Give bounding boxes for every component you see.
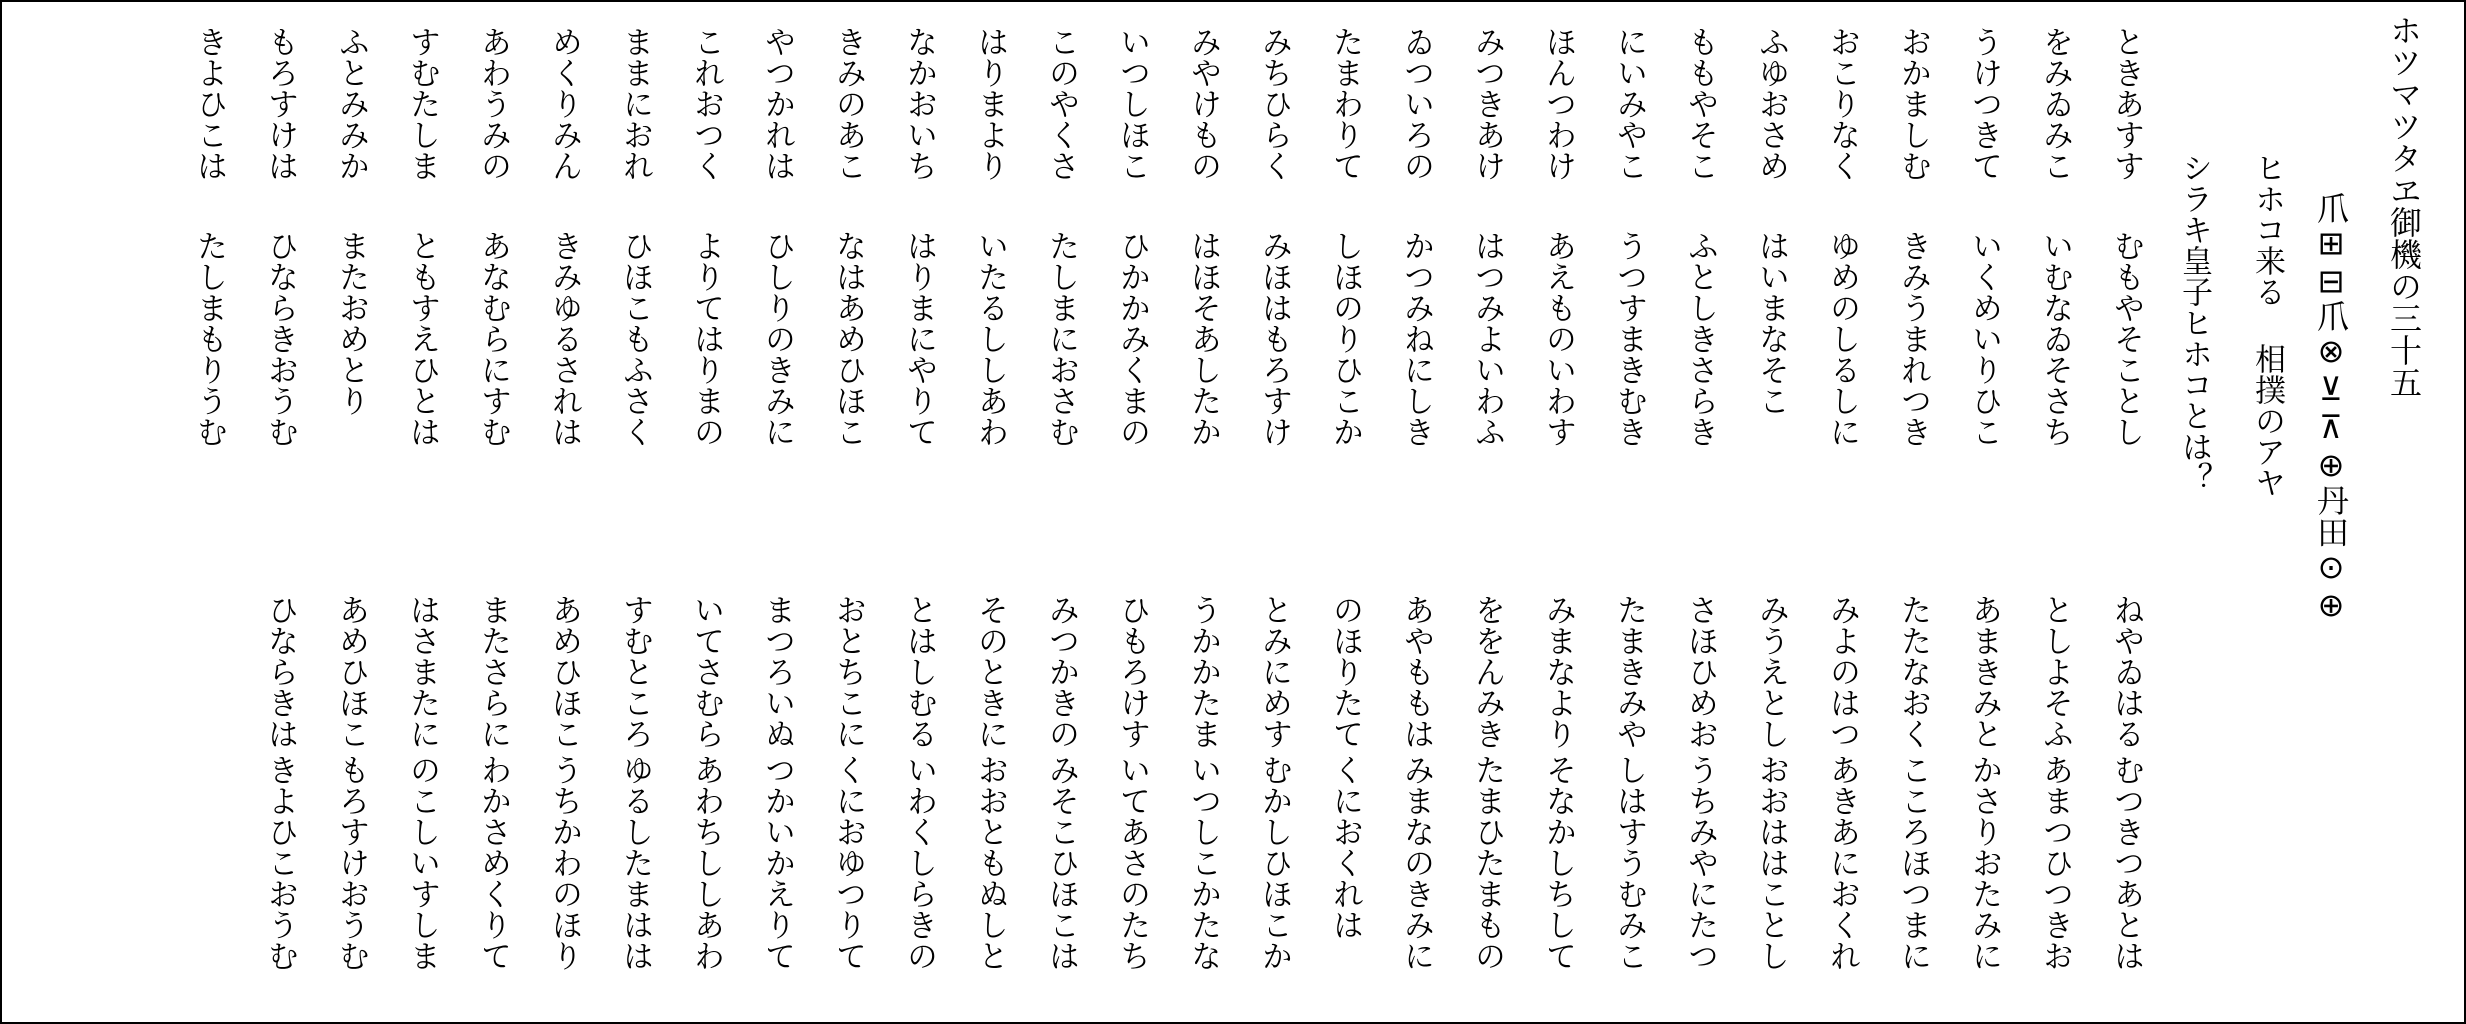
poem-phrase: いてさむら <box>688 594 724 749</box>
poem-phrase: たしまもりうむ <box>191 230 227 447</box>
poem-phrase: のこしいすしま <box>404 754 440 971</box>
poem-phrase: ままにおれ <box>617 26 653 181</box>
poem-phrase: たしまにおさむ <box>1043 230 1079 447</box>
poem-phrase: はりまより <box>972 26 1008 181</box>
poem-line <box>1968 14 2008 1014</box>
poem-phrase: あめひほこ <box>333 594 369 749</box>
poem-phrase: としよそふ <box>2037 594 2073 749</box>
poem-phrase: いわくしらきの <box>901 754 937 971</box>
poem-phrase: きみのあこ <box>830 26 866 181</box>
poem-line <box>193 14 233 1014</box>
poem-phrase: ふゆおさめ <box>1753 26 1789 181</box>
poem-line <box>832 14 872 1014</box>
poem-phrase: そなかしちして <box>1540 754 1576 971</box>
poem-phrase: さほひめお <box>1682 594 1718 749</box>
poem-phrase: うちみやにたつ <box>1682 754 1718 971</box>
poem-phrase: これおつく <box>688 26 724 181</box>
poem-phrase: おこりなく <box>1824 26 1860 181</box>
poem-phrase: あえものいわす <box>1540 230 1576 447</box>
poem-phrase: はほそあしたか <box>1185 230 1221 447</box>
poem-phrase: ををんみき <box>1469 594 1505 749</box>
poem-phrase: こころほつまに <box>1895 754 1931 971</box>
poem-phrase: みうえとし <box>1753 594 1789 749</box>
poem-phrase: みまなより <box>1540 594 1576 749</box>
poem-phrase: うかかたま <box>1185 594 1221 749</box>
poem-line <box>1258 14 1298 1014</box>
poem-phrase: ゐついろの <box>1398 26 1434 181</box>
poem-line <box>761 14 801 1014</box>
poem-line <box>1613 14 1653 1014</box>
poem-line <box>1684 14 1724 1014</box>
poem-phrase: あわうみの <box>475 26 511 181</box>
poem-phrase: たたなおく <box>1895 594 1931 749</box>
poem-phrase: みつかきの <box>1043 594 1079 749</box>
poem-line <box>1471 14 1511 1014</box>
poem-phrase: あまつひつきお <box>2037 754 2073 971</box>
poem-phrase: ひかかみくまの <box>1114 230 1150 447</box>
poem-phrase: みよのはつ <box>1824 594 1860 749</box>
poem-phrase: かつみねにしき <box>1398 230 1434 447</box>
poem-phrase: かさりおたみに <box>1966 754 2002 971</box>
poem-phrase: いむなゐそさち <box>2037 230 2073 447</box>
poem-phrase: なかおいち <box>901 26 937 181</box>
poem-phrase: いつしほこ <box>1114 26 1150 181</box>
poem-phrase: むかしひほこか <box>1256 754 1292 971</box>
poem-phrase: いてあさのたち <box>1114 754 1150 971</box>
poem-line <box>2110 14 2150 1014</box>
poem-phrase: むつきつあとは <box>2108 754 2144 971</box>
poem-phrase: あやももは <box>1398 594 1434 749</box>
poem-phrase: たまわりて <box>1327 26 1363 181</box>
poem-phrase: うちかわのほり <box>546 754 582 971</box>
poem-phrase: きよひこは <box>191 26 227 181</box>
poem-phrase: あなむらにすむ <box>475 230 511 447</box>
poem-phrase: はつみよいわふ <box>1469 230 1505 447</box>
poem-phrase: すむたしま <box>404 26 440 181</box>
poem-phrase: やつかれは <box>759 26 795 181</box>
poem-phrase: をみゐみこ <box>2037 26 2073 181</box>
poem-line <box>477 14 517 1014</box>
poem-phrase: ももやそこ <box>1682 26 1718 181</box>
poem-phrase: めくりみん <box>546 26 582 181</box>
poem-phrase: あまきみと <box>1966 594 2002 749</box>
poem-phrase: みそこひほこは <box>1043 754 1079 971</box>
poem-phrase: みちひらく <box>1256 26 1292 181</box>
poem-line <box>1897 14 1937 1014</box>
poem-phrase: ねやゐはる <box>2108 594 2144 749</box>
poem-line <box>690 14 730 1014</box>
poem-phrase: ひしりのきみに <box>759 230 795 447</box>
poem-phrase: みほはもろすけ <box>1256 230 1292 447</box>
poem-phrase: なはあめひほこ <box>830 230 866 447</box>
poem-line <box>1542 14 1582 1014</box>
wosite-title: 爪⊞⊟爪⊗⊻⊼⊕丹田⊙⊕ <box>2312 192 2350 624</box>
chapter-subtitle: シラキ皇子ヒホコとは？ <box>2176 152 2212 493</box>
poem-phrase: ゆめのしるしに <box>1824 230 1860 447</box>
poem-phrase: みやけもの <box>1185 26 1221 181</box>
poem-phrase: うつすまきむき <box>1611 230 1647 447</box>
poem-phrase: ふとしきさらき <box>1682 230 1718 447</box>
poem-phrase: みつきあけ <box>1469 26 1505 181</box>
poem-phrase: もろすけおうむ <box>333 754 369 971</box>
poem-phrase: たまきみや <box>1611 594 1647 749</box>
poem-phrase: まつろいぬ <box>759 594 795 749</box>
poem-line <box>1755 14 1795 1014</box>
poem-phrase: とはしむる <box>901 594 937 749</box>
poem-phrase: しほのりひこか <box>1327 230 1363 447</box>
poem-line <box>903 14 943 1014</box>
poem-phrase: むもやそことし <box>2108 230 2144 447</box>
poem-phrase: いつしこかたな <box>1185 754 1221 971</box>
poem-phrase: にいみやこ <box>1611 26 1647 181</box>
poem-phrase: いくめいりひこ <box>1966 230 2002 447</box>
poem-line <box>974 14 1014 1014</box>
poem-line <box>1187 14 1227 1014</box>
poem-phrase: おおともぬしと <box>972 754 1008 971</box>
poem-line <box>1826 14 1866 1014</box>
poem-phrase: あめひほこ <box>546 594 582 749</box>
poem-line <box>264 14 304 1014</box>
poem-phrase: くにおゆつりて <box>830 754 866 971</box>
poem-phrase: あわちししあわ <box>688 754 724 971</box>
poem-phrase: ほんつわけ <box>1540 26 1576 181</box>
poem-line <box>619 14 659 1014</box>
poem-phrase: はりまにやりて <box>901 230 937 447</box>
poem-line <box>335 14 375 1014</box>
poem-phrase: ともすえひとは <box>404 230 440 447</box>
poem-phrase: おおははことし <box>1753 754 1789 971</box>
poem-phrase: いたるししあわ <box>972 230 1008 447</box>
poem-phrase: ふとみみか <box>333 26 369 181</box>
poem-phrase: ときあすす <box>2108 26 2144 181</box>
poem-phrase: もろすけは <box>262 26 298 181</box>
poem-phrase: おかましむ <box>1895 26 1931 181</box>
poem-phrase: よりてはりまの <box>688 230 724 447</box>
poem-phrase: そのときに <box>972 594 1008 749</box>
poem-line <box>1329 14 1369 1014</box>
poem-phrase: きみゆるされは <box>546 230 582 447</box>
poem-phrase: またおめとり <box>333 230 369 416</box>
poem-phrase: またさらに <box>475 594 511 749</box>
poem-phrase: おとちこに <box>830 594 866 749</box>
poem-phrase: つかいかえりて <box>759 754 795 971</box>
poem-phrase: わかさめくりて <box>475 754 511 971</box>
document-title: ホツマツタヱ御機の三十五 <box>2385 14 2423 398</box>
poem-phrase: ひもろけす <box>1114 594 1150 749</box>
poem-phrase: しはすうむみこ <box>1611 754 1647 971</box>
poem-phrase: はさまたに <box>404 594 440 749</box>
poem-phrase: のほりたて <box>1327 594 1363 749</box>
poem-phrase: ひならきは <box>262 594 298 749</box>
poem-phrase: このやくさ <box>1043 26 1079 181</box>
poem-phrase: くにおくれは <box>1327 754 1363 940</box>
poem-line <box>1400 14 1440 1014</box>
poem-phrase: あきあにおくれ <box>1824 754 1860 971</box>
poem-line <box>406 14 446 1014</box>
poem-phrase: きみうまれつき <box>1895 230 1931 447</box>
poem-phrase: ゆるしたまはは <box>617 754 653 971</box>
poem-phrase: ひほこもふさく <box>617 230 653 447</box>
poem-line <box>2039 14 2079 1014</box>
poem-line <box>1116 14 1156 1014</box>
poem-phrase: すむところ <box>617 594 653 749</box>
poem-phrase: はいまなそこ <box>1753 230 1789 416</box>
poem-phrase: うけつきて <box>1966 26 2002 181</box>
poem-phrase: きよひこおうむ <box>262 754 298 971</box>
poem-phrase: とみにめす <box>1256 594 1292 749</box>
poem-phrase: たまひたまもの <box>1469 754 1505 971</box>
poem-line <box>1045 14 1085 1014</box>
poem-phrase: みまなのきみに <box>1398 754 1434 971</box>
poem-phrase: ひならきおうむ <box>262 230 298 447</box>
poem-line <box>548 14 588 1014</box>
chapter-subtitle: ヒホコ来る 相撲のアヤ <box>2249 152 2285 498</box>
